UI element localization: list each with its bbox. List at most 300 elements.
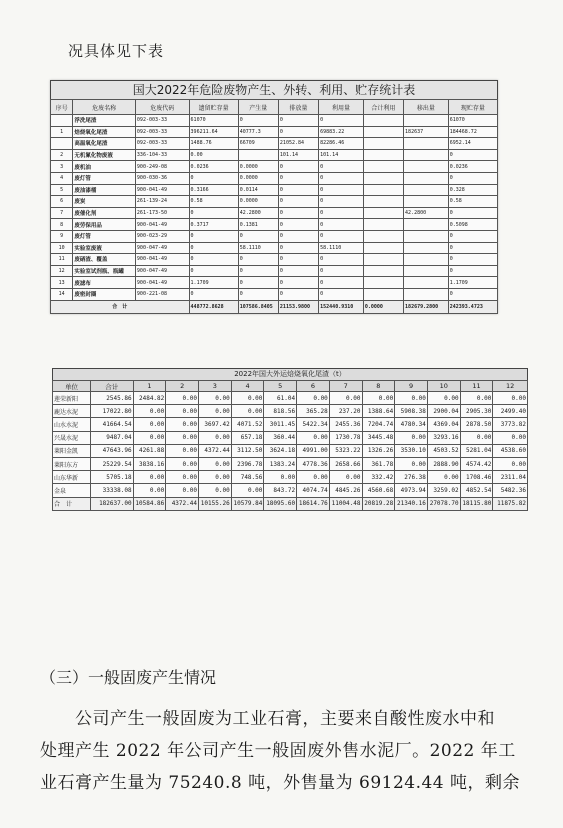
table-cell: 0.00: [166, 392, 199, 405]
table-cell: 2: [51, 149, 73, 161]
table-cell: 0: [319, 265, 364, 277]
table-cell: 0: [448, 207, 497, 219]
table-cell: 0.58: [448, 196, 497, 208]
column-header: 12: [493, 381, 528, 392]
table-cell: 6952.14: [448, 138, 497, 150]
table-cell: 900-041-49: [135, 219, 189, 231]
table-cell: 3259.02: [427, 484, 460, 497]
table-row: [51, 196, 498, 208]
table-cell: [363, 161, 403, 173]
total-label: 合 计: [53, 497, 91, 510]
table-cell: 1: [51, 126, 73, 138]
column-header: 序号: [51, 100, 73, 115]
table-cell: 0.0236: [189, 161, 238, 173]
total-row: [51, 300, 498, 313]
column-header: 合计: [90, 381, 133, 392]
company-name-cell: 莱阳金凯: [53, 444, 91, 457]
hazardous-waste-table: [50, 80, 498, 314]
table-cell: 0: [278, 219, 318, 231]
table-cell: 0: [278, 196, 318, 208]
table-cell: 3445.48: [362, 431, 395, 444]
table-cell: 0: [319, 115, 364, 127]
table-cell: 58.1110: [319, 242, 364, 254]
waste-name-cell: 浮洗尾渣: [73, 115, 136, 127]
table-cell: 10: [51, 242, 73, 254]
column-header: 单位: [53, 381, 91, 392]
table-cell: [363, 138, 403, 150]
table-cell: 0: [278, 126, 318, 138]
waste-name-cell: 废滤布: [73, 277, 136, 289]
table-cell: 182637: [404, 126, 449, 138]
table-cell: 0.00: [493, 431, 528, 444]
table-cell: 900-041-49: [135, 184, 189, 196]
table-cell: 2396.78: [231, 457, 264, 470]
table-cell: 0: [319, 161, 364, 173]
column-header: 遗留贮存量: [189, 100, 238, 115]
table-cell: 0: [448, 265, 497, 277]
table-cell: 0: [278, 184, 318, 196]
table-cell: 0.00: [198, 457, 231, 470]
table-cell: 0.00: [198, 471, 231, 484]
waste-name-cell: 高温氧化尾渣: [73, 138, 136, 150]
table-cell: 21052.84: [278, 138, 318, 150]
table-row: [51, 161, 498, 173]
table-cell: 2658.66: [329, 457, 362, 470]
table-row: [51, 207, 498, 219]
table-cell: 2499.40: [493, 405, 528, 418]
total-cell: 152440.9310: [319, 300, 364, 313]
waste-name-cell: 废油漆桶: [73, 184, 136, 196]
table-cell: [363, 115, 403, 127]
table-cell: 4503.52: [427, 444, 460, 457]
table-cell: 0.3717: [189, 219, 238, 231]
table-cell: 0: [448, 149, 497, 161]
table-cell: 1326.26: [362, 444, 395, 457]
column-header: 排放量: [278, 100, 318, 115]
table-cell: [404, 265, 449, 277]
table1-header-row: [51, 100, 498, 115]
table-cell: 365.28: [297, 405, 330, 418]
table-cell: 0: [238, 254, 278, 266]
table-cell: 3773.82: [493, 418, 528, 431]
table-cell: 0.00: [297, 392, 330, 405]
table-cell: 0: [278, 265, 318, 277]
table-cell: 4560.68: [362, 484, 395, 497]
table-cell: [363, 126, 403, 138]
table-cell: 58.1110: [238, 242, 278, 254]
table-cell: 3697.42: [198, 418, 231, 431]
table-cell: 0: [319, 219, 364, 231]
table-cell: 0.58: [189, 196, 238, 208]
column-header: 4: [231, 381, 264, 392]
table-cell: 14: [51, 288, 73, 300]
table-cell: 0.00: [297, 431, 330, 444]
table-cell: 3112.50: [231, 444, 264, 457]
table-cell: 0.0000: [238, 172, 278, 184]
table-row: [51, 126, 498, 138]
table-row: [51, 219, 498, 231]
column-header: 合计利用: [363, 100, 403, 115]
table-cell: 0: [238, 277, 278, 289]
table-cell: 0.00: [460, 392, 493, 405]
table-cell: [404, 230, 449, 242]
table-row: [53, 457, 528, 470]
company-name-cell: 山东华新: [53, 471, 91, 484]
table-cell: 0.00: [395, 457, 428, 470]
table-cell: 0.00: [264, 471, 297, 484]
table-row: [51, 115, 498, 127]
table-cell: 0.00: [198, 431, 231, 444]
total-label: 合 计: [51, 300, 190, 313]
table-cell: 0.00: [166, 471, 199, 484]
table-cell: 0.00: [493, 457, 528, 470]
total-cell: 18115.80: [460, 497, 493, 510]
total-cell: 20819.28: [362, 497, 395, 510]
table-cell: 4261.88: [133, 444, 166, 457]
table-cell: 5705.18: [90, 471, 133, 484]
waste-name-cell: 废劳保用品: [73, 219, 136, 231]
table-cell: 336-104-33: [135, 149, 189, 161]
table-cell: 0.00: [189, 149, 238, 161]
table-cell: 41664.54: [90, 418, 133, 431]
tailings-shipment-table: [52, 368, 528, 511]
total-cell: 182679.2800: [404, 300, 449, 313]
table-cell: 0: [238, 265, 278, 277]
table-cell: [404, 242, 449, 254]
table-cell: 0: [278, 172, 318, 184]
table-cell: 2905.30: [460, 405, 493, 418]
table-cell: 2888.90: [427, 457, 460, 470]
table-cell: 4973.94: [395, 484, 428, 497]
table-cell: 261-173-50: [135, 207, 189, 219]
table-cell: 0.328: [448, 184, 497, 196]
table-cell: 0: [278, 288, 318, 300]
table-cell: 0: [189, 242, 238, 254]
table-cell: 0: [278, 115, 318, 127]
table-cell: 092-003-33: [135, 138, 189, 150]
table-cell: [404, 149, 449, 161]
table-cell: 1708.46: [460, 471, 493, 484]
total-cell: 11875.82: [493, 497, 528, 510]
table-cell: 1.1709: [448, 277, 497, 289]
table-cell: [404, 161, 449, 173]
table-cell: 4074.74: [297, 484, 330, 497]
table-cell: 9: [51, 230, 73, 242]
table-cell: 0.00: [166, 431, 199, 444]
table-cell: 6: [51, 196, 73, 208]
table-cell: 0.0236: [448, 161, 497, 173]
table-cell: 0.00: [166, 457, 199, 470]
table-cell: 900-047-49: [135, 265, 189, 277]
table-cell: 0.0114: [238, 184, 278, 196]
table-cell: 2311.04: [493, 471, 528, 484]
table-cell: 1730.78: [329, 431, 362, 444]
table-cell: 4852.54: [460, 484, 493, 497]
table-cell: 276.38: [395, 471, 428, 484]
table-cell: 0: [278, 242, 318, 254]
company-name-cell: 金泉: [53, 484, 91, 497]
waste-name-cell: 实验室试剂瓶、瓶罐: [73, 265, 136, 277]
table-cell: [363, 242, 403, 254]
column-header: 产生量: [238, 100, 278, 115]
table-cell: 0: [189, 230, 238, 242]
table-cell: 0: [278, 230, 318, 242]
table-cell: 818.56: [264, 405, 297, 418]
total-cell: 18614.76: [297, 497, 330, 510]
table-cell: 0.00: [427, 392, 460, 405]
table-cell: 900-030-36: [135, 172, 189, 184]
table-cell: 0: [448, 230, 497, 242]
table-row: [53, 405, 528, 418]
table-cell: 101.14: [278, 149, 318, 161]
table-cell: 1383.24: [264, 457, 297, 470]
table-cell: 261-139-24: [135, 196, 189, 208]
table-cell: 3: [51, 161, 73, 173]
table-cell: [363, 230, 403, 242]
table-cell: 25229.54: [90, 457, 133, 470]
total-cell: 10155.26: [198, 497, 231, 510]
table-cell: [363, 149, 403, 161]
column-header: 3: [198, 381, 231, 392]
paragraph-line: 处理产生 2022 年公司产生一般固废外售水泥厂。2022 年工: [40, 741, 516, 761]
table-cell: 0.00: [133, 471, 166, 484]
total-cell: 21340.16: [395, 497, 428, 510]
total-cell: 11004.48: [329, 497, 362, 510]
table-row: [51, 230, 498, 242]
table-cell: 396211.64: [189, 126, 238, 138]
table-cell: 0: [238, 115, 278, 127]
table2-grid: [52, 380, 528, 511]
paragraph-line: 公司产生一般固废为工业石膏，主要来自酸性废水中和: [40, 709, 495, 729]
table-cell: 0.0000: [238, 196, 278, 208]
table-cell: 0: [319, 172, 364, 184]
total-cell: 0.0000: [363, 300, 403, 313]
waste-name-cell: 废密封圈: [73, 288, 136, 300]
table-cell: 61070: [189, 115, 238, 127]
table-cell: 3624.18: [264, 444, 297, 457]
table-cell: 9487.04: [90, 431, 133, 444]
table-cell: 0.00: [166, 418, 199, 431]
table-cell: 2545.86: [90, 392, 133, 405]
body-paragraph: [40, 703, 538, 799]
waste-name-cell: 无机氰化物废液: [73, 149, 136, 161]
company-name-cell: 莱阳东方: [53, 457, 91, 470]
table-cell: [404, 115, 449, 127]
table-cell: 332.42: [362, 471, 395, 484]
table-cell: 4372.44: [198, 444, 231, 457]
table-cell: 092-003-33: [135, 115, 189, 127]
table-cell: 0: [319, 196, 364, 208]
table-cell: 0.00: [297, 471, 330, 484]
table-cell: [404, 138, 449, 150]
table-cell: 0: [448, 172, 497, 184]
table-cell: [404, 288, 449, 300]
table-row: [53, 431, 528, 444]
table-cell: 0.00: [362, 392, 395, 405]
table-cell: 11: [51, 254, 73, 266]
table-cell: [363, 219, 403, 231]
table-cell: [404, 172, 449, 184]
waste-name-cell: 实验室废液: [73, 242, 136, 254]
column-header: 10: [427, 381, 460, 392]
table-cell: 4574.42: [460, 457, 493, 470]
table-row: [51, 265, 498, 277]
table-cell: 69883.22: [319, 126, 364, 138]
total-cell: 448772.8628: [189, 300, 238, 313]
total-cell: 21153.9800: [278, 300, 318, 313]
table-cell: [363, 277, 403, 289]
table-cell: 0: [319, 277, 364, 289]
table-cell: 0.00: [231, 392, 264, 405]
table-cell: 42.2800: [404, 207, 449, 219]
table-row: [51, 149, 498, 161]
table-cell: 0: [448, 254, 497, 266]
table-cell: 42.2800: [238, 207, 278, 219]
waste-name-cell: 废灯管: [73, 172, 136, 184]
section-heading: （三）一般固废产生情况: [40, 668, 217, 687]
table-cell: 3293.16: [427, 431, 460, 444]
table-cell: 7: [51, 207, 73, 219]
table-cell: 0: [319, 288, 364, 300]
table-cell: 0: [319, 254, 364, 266]
table-cell: 0: [278, 254, 318, 266]
column-header: 8: [362, 381, 395, 392]
company-name-cell: 兴晟水泥: [53, 431, 91, 444]
table-cell: 0: [189, 265, 238, 277]
table-cell: 0: [319, 230, 364, 242]
total-cell: 10584.86: [133, 497, 166, 510]
column-header: 7: [329, 381, 362, 392]
table-cell: 900-041-49: [135, 254, 189, 266]
waste-name-cell: 废机油: [73, 161, 136, 173]
company-name-cell: 山水水泥: [53, 418, 91, 431]
table-cell: 900-041-49: [135, 277, 189, 289]
total-cell: 10579.84: [231, 497, 264, 510]
table-cell: 0.00: [231, 405, 264, 418]
table-cell: 82286.46: [319, 138, 364, 150]
table-cell: 4369.04: [427, 418, 460, 431]
table-cell: 0: [319, 207, 364, 219]
table-cell: 900-249-08: [135, 161, 189, 173]
column-header: 9: [395, 381, 428, 392]
table-cell: [404, 184, 449, 196]
column-header: 6: [297, 381, 330, 392]
table-cell: 360.44: [264, 431, 297, 444]
table-cell: 0.5098: [448, 219, 497, 231]
table-cell: [238, 149, 278, 161]
table-cell: 0: [278, 207, 318, 219]
table-cell: 237.20: [329, 405, 362, 418]
table-cell: [51, 138, 73, 150]
table-cell: 900-221-08: [135, 288, 189, 300]
table-cell: 1488.76: [189, 138, 238, 150]
table-cell: 900-047-49: [135, 242, 189, 254]
table-cell: 4991.00: [297, 444, 330, 457]
table-cell: 092-003-33: [135, 126, 189, 138]
table-cell: 2878.50: [460, 418, 493, 431]
table-cell: 5482.36: [493, 484, 528, 497]
table-cell: 5: [51, 184, 73, 196]
table1-title: 国大2022年危险废物产生、外转、利用、贮存统计表: [50, 80, 498, 99]
total-cell: 27078.70: [427, 497, 460, 510]
table-cell: 33338.08: [90, 484, 133, 497]
table2-header-row: [53, 381, 528, 392]
table-cell: 900-023-29: [135, 230, 189, 242]
table-row: [51, 288, 498, 300]
table-cell: 4071.52: [231, 418, 264, 431]
column-header: 利用量: [319, 100, 364, 115]
table-cell: 0.3166: [189, 184, 238, 196]
table-cell: [404, 277, 449, 289]
table-cell: 5323.22: [329, 444, 362, 457]
waste-name-cell: 废灯管: [73, 230, 136, 242]
table-cell: 748.56: [231, 471, 264, 484]
table-cell: 7204.74: [362, 418, 395, 431]
column-header: 1: [133, 381, 166, 392]
table-cell: [363, 184, 403, 196]
total-cell: 18095.60: [264, 497, 297, 510]
table-cell: 0: [189, 288, 238, 300]
table-row: [53, 392, 528, 405]
table-cell: 0.00: [329, 471, 362, 484]
table-cell: 657.18: [231, 431, 264, 444]
table-cell: 0: [448, 242, 497, 254]
table-cell: 0.00: [166, 444, 199, 457]
waste-name-cell: 废硒渣、覆盖: [73, 254, 136, 266]
table-cell: 1.1709: [189, 277, 238, 289]
table-cell: 0: [319, 184, 364, 196]
waste-name-cell: 废催化剂: [73, 207, 136, 219]
table-cell: 0.00: [133, 431, 166, 444]
table-cell: 0.00: [395, 431, 428, 444]
table-cell: 2900.04: [427, 405, 460, 418]
total-cell: 4372.44: [166, 497, 199, 510]
table-row: [51, 172, 498, 184]
table-cell: 0.00: [493, 392, 528, 405]
table-cell: 0.00: [427, 471, 460, 484]
table-cell: 4780.34: [395, 418, 428, 431]
table-cell: 0.00: [133, 418, 166, 431]
table-cell: 4845.26: [329, 484, 362, 497]
table-cell: [363, 172, 403, 184]
column-header: 现贮存量: [448, 100, 497, 115]
company-name-cell: 莲荣新阳: [53, 392, 91, 405]
table-cell: 8: [51, 219, 73, 231]
table-cell: 17022.80: [90, 405, 133, 418]
table-cell: 0.00: [166, 484, 199, 497]
table-cell: 0: [189, 172, 238, 184]
table-cell: 2484.82: [133, 392, 166, 405]
table-row: [53, 471, 528, 484]
table-cell: [51, 115, 73, 127]
table-cell: 0.00: [198, 392, 231, 405]
table-row: [51, 184, 498, 196]
waste-name-cell: 焙烧氧化尾渣: [73, 126, 136, 138]
table-cell: 0.0000: [238, 161, 278, 173]
table-cell: 0.00: [460, 431, 493, 444]
table-cell: 361.78: [362, 457, 395, 470]
table-cell: 0: [189, 207, 238, 219]
table-cell: 3011.45: [264, 418, 297, 431]
table-cell: 40777.3: [238, 126, 278, 138]
waste-name-cell: 废炭: [73, 196, 136, 208]
table-row: [53, 484, 528, 497]
total-cell: 107586.8405: [238, 300, 278, 313]
table-cell: 0.00: [198, 484, 231, 497]
table-cell: 0: [189, 254, 238, 266]
table-cell: 184468.72: [448, 126, 497, 138]
column-header: 2: [166, 381, 199, 392]
